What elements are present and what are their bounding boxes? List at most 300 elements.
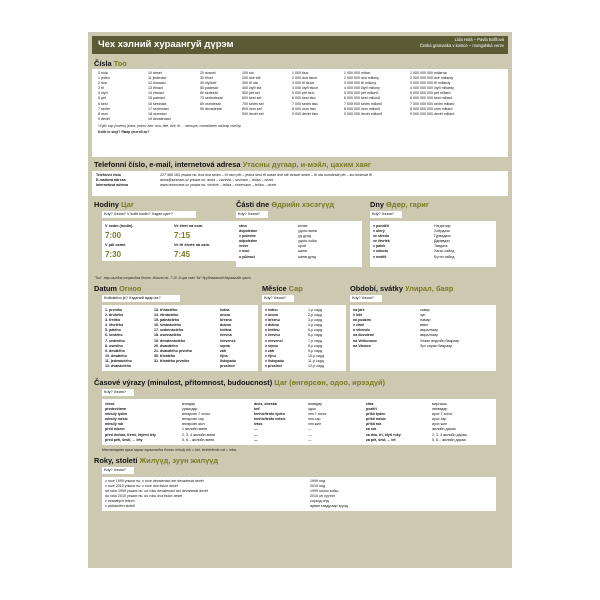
list-item: před pěti, šesti, ... lety (105, 437, 143, 442)
numbers-col-1 (98, 71, 110, 122)
list-item: 2 000 000 000 dvě miliardy (410, 76, 454, 81)
phone-values (160, 173, 372, 188)
days-mn-list (434, 224, 455, 260)
section-seasons-title (350, 284, 453, 293)
list-item: na Velikonoce (353, 338, 377, 343)
list-item: za dva, tři, čtyři roky (366, 432, 401, 437)
list-item: 1 000 000 milion (344, 71, 371, 75)
list-item: 100 sto (242, 71, 254, 75)
list-item: Хагас сайнд (434, 249, 455, 254)
list-item: 5. pátého (105, 328, 121, 333)
years-question: Kdy? Хэзээ? (102, 467, 134, 474)
list-item: 4 000 000 000 čtyři miliardy (410, 86, 454, 91)
list-item: 3 tři (98, 86, 104, 91)
list-item: 6 000 000 000 šest miliard (410, 96, 453, 101)
list-item: října (220, 353, 228, 358)
header-authors (420, 37, 504, 49)
list-item: үд дунд (298, 234, 311, 239)
numbers-box (92, 69, 508, 157)
section-time-expr-title (94, 378, 385, 387)
list-item: 4-р сард (308, 323, 323, 328)
list-item: listopadu (220, 358, 236, 363)
list-item: v roce 1999 унших нь: v roce devatenáct set devadesát devět (105, 479, 204, 483)
list-item: 1999 оноос хойш (310, 489, 339, 494)
list-item: 6 šest (98, 101, 108, 106)
clock-item-1-time: 7:00 (105, 231, 122, 240)
days-box (370, 221, 496, 267)
numbers-price-note: Kolik to stojí? Ямар үнэтэй вэ? (98, 130, 150, 134)
date-question: Kolikátého je? Хэдэний өдөр вэ? (102, 295, 180, 302)
list-item: 9 000 000 000 devět miliard (410, 111, 455, 116)
list-item: v pátek (373, 244, 386, 249)
list-item: 700 sedm set (242, 101, 264, 106)
section-daytime-title (236, 200, 334, 209)
section-clock-title (94, 200, 134, 209)
page-title: Чех хэлний хураангуй дүрэм (98, 39, 234, 50)
list-item: 1999 онд (310, 479, 326, 483)
list-item: 0 nula (98, 71, 108, 75)
list-item: anna@seznam.cz унших нь: anna – zavináč – seznam – tečka – cézet (160, 178, 274, 183)
list-item: v květnu (265, 328, 280, 333)
years-cz-list (105, 479, 208, 510)
list-item: 11. jedenáctého (105, 358, 132, 363)
list-item: v prosinci (265, 364, 282, 369)
list-item: května (220, 328, 232, 333)
list-item: o půlnoci (239, 254, 255, 259)
list-item: 9. devátého (105, 348, 125, 353)
section-days-title (370, 200, 429, 209)
list-item: 31. třicátého prvního (154, 358, 190, 363)
list-item: příští týden (366, 412, 386, 417)
list-item: v září (265, 348, 275, 353)
months-cz-list (265, 308, 284, 369)
seasons-question: Kdy? Хэзээ? (350, 295, 382, 302)
clock-item-4-label: Ve tři čtvrtě na osm. (174, 243, 211, 247)
list-item: ирэх жил (432, 422, 448, 427)
list-item: — (254, 432, 258, 437)
list-item: 10 deset (148, 71, 162, 75)
list-item: tenhle/tento měsíc (254, 417, 286, 422)
list-item: na jaře (353, 308, 365, 312)
time-expr-present-mn (308, 402, 327, 443)
list-item: 2. druhého (105, 313, 124, 318)
list-item: 3-р сард (308, 318, 323, 323)
list-item: энэ сар (308, 417, 321, 422)
authors-line: Lída Holá – Pavla Bořilová (454, 37, 504, 42)
list-item: 6 000 000 šest milionů (344, 96, 380, 101)
time-expr-past-cz (105, 402, 156, 443)
list-item: minulý týden (105, 412, 128, 417)
list-item: 7 sedm (98, 106, 110, 111)
list-item: září (220, 348, 227, 353)
list-item: 13. třináctého (154, 308, 178, 312)
list-item: шөнө дунд (298, 254, 316, 259)
time-expr-past-mn (182, 402, 215, 443)
list-item: předevčírem (105, 407, 127, 412)
days-cz-list (373, 224, 390, 260)
list-item: 17 sedmnáct (148, 106, 169, 111)
numbers-col-4 (242, 71, 264, 117)
list-item: 21. dvacátého prvního (154, 348, 192, 353)
list-item: zítra (366, 402, 374, 406)
list-item: Нэгдэгээр (434, 224, 451, 228)
list-item: v sobotu (373, 249, 388, 254)
list-item: 5 000 000 000 pět miliard (410, 91, 451, 96)
list-item: — (308, 432, 312, 437)
list-item: 11-р сард (308, 358, 324, 363)
list-item: letos (254, 422, 263, 427)
list-item: v lednu (265, 308, 278, 312)
list-item: өнгөрсөн сар (182, 417, 204, 422)
list-item: ve středu (373, 234, 389, 239)
numbers-col-5 (292, 71, 318, 117)
list-item: příští rok (366, 422, 382, 427)
list-item: dnes, dneska (254, 402, 277, 406)
list-item: уржигдар (182, 407, 198, 412)
list-item: жилийн дараа (432, 427, 456, 432)
list-item: 600 šest set (242, 96, 262, 101)
list-item: 5-р сард (308, 328, 323, 333)
months-question: Kdy? Хэзээ? (262, 295, 294, 302)
daytime-mn-list (298, 224, 317, 260)
section-seasons-cz: Období, svátky (350, 284, 403, 293)
list-item: 2 000 000 dva miliony (344, 76, 379, 81)
list-item: 8 000 000 000 osm miliard (410, 106, 453, 111)
list-item: minulý rok (105, 422, 124, 427)
list-item: 30 třicet (200, 76, 213, 81)
section-numbers-cz: Čísla (94, 59, 112, 68)
section-years-cz: Roky, století (94, 456, 138, 465)
seasons-box (350, 305, 496, 371)
list-item: ирэх 7 хоног (432, 412, 453, 417)
list-item: na dovolené (353, 333, 374, 338)
list-item: června (220, 333, 232, 338)
time-expr-note: Мөн өнгөрсөн ярьж зарим хэрэглэгдэх болно: minulý rok = loni, tenhle/tento rok = letos. (102, 448, 238, 452)
list-item: 3 000 000 tři miliony (344, 81, 377, 86)
list-item: prosince (220, 364, 235, 369)
list-item: 12-р сард (308, 364, 324, 369)
list-item: 300 tři sta (242, 81, 258, 86)
list-item: 9 devět (98, 116, 110, 121)
list-item: v úterý (373, 229, 385, 234)
list-item: 11 jedenáct (148, 76, 167, 81)
list-item: tenhle/tento týden (254, 412, 285, 417)
list-item: 900 devět set (242, 111, 264, 116)
phone-box (92, 171, 508, 196)
list-item: 70 sedmdesát (200, 96, 223, 101)
seasons-cz-list (353, 308, 377, 349)
date-col-1 (105, 308, 132, 369)
years-box (102, 477, 496, 511)
list-item: — (308, 427, 312, 432)
list-item: 12. dvanáctého (105, 364, 131, 369)
list-item: v únoru (265, 313, 279, 318)
section-months-cz: Měsíce (262, 284, 287, 293)
list-item: 7 000 sedm tisíc (292, 101, 319, 106)
list-item: 6-р сард (308, 333, 323, 338)
list-item: намар (420, 318, 431, 323)
list-item: Хоёрдахь (434, 229, 451, 234)
list-item: 8 000 000 osm milionů (344, 106, 381, 111)
list-item: ledna (220, 308, 230, 312)
list-item: 500 pět set (242, 91, 260, 96)
list-item: v březnu (265, 318, 280, 323)
subtitle-line: Česká gramatika v kostce – mongolská verze (419, 43, 504, 48)
list-item: 8 000 osm tisíc (292, 106, 317, 111)
section-phone-cz: Telefonní číslo, e-mail, internetová adresa (94, 160, 241, 169)
section-time-expr-mn: Цаг (өнгөрсөн, одоо, ирээдүй) (274, 378, 386, 387)
list-item: 400 čtyři sta (242, 86, 262, 91)
list-item: 50 padesát (200, 86, 218, 91)
list-item: амралтаар (420, 328, 439, 333)
list-item: v létě (353, 313, 363, 318)
date-col-3 (220, 308, 236, 369)
list-item: v dubnu (265, 323, 279, 328)
list-item: E-mailová adresa (96, 178, 126, 183)
list-item: před rokem (105, 427, 125, 432)
months-mn-list (308, 308, 324, 369)
section-days-mn: Өдөр, гариг (386, 200, 429, 209)
list-item: 20 dvacet (200, 71, 216, 75)
time-expr-question: Kdy? Хэзээ? (102, 389, 134, 396)
clock-question: Kdy? Хэзээ? V kolik hodin? Хэдэн цагт? (102, 211, 196, 218)
list-item: 8 osm (98, 111, 108, 116)
list-item: өглөө (298, 224, 308, 228)
list-item: 10. desátého (105, 353, 127, 358)
list-item: одоо (308, 407, 317, 412)
list-item: o víkendu (353, 328, 370, 333)
list-item: зун (420, 313, 426, 318)
list-item: 40 čtyřicet (200, 81, 217, 86)
list-item: өнгөрсөн жил (182, 422, 205, 427)
list-item: dopoledne (239, 229, 258, 234)
section-clock-cz: Hodiny (94, 200, 120, 209)
list-item: 2 dva (98, 81, 107, 86)
section-months-title (262, 284, 303, 293)
list-item: 5 pět (98, 96, 106, 101)
list-item: v neděli (373, 254, 387, 259)
list-item: ráno (239, 224, 247, 228)
list-item: 1 жилийн өмнө (182, 427, 207, 432)
list-item: 1-р сард (308, 308, 323, 312)
list-item: teď (254, 407, 260, 412)
list-item: Telefonní číslo (96, 173, 121, 177)
clock-item-2-time: 7:15 (174, 231, 191, 240)
list-item: v červnu (265, 333, 280, 338)
list-item: 15 patnáct (148, 96, 165, 101)
list-item: v pondělí (373, 224, 389, 228)
list-item: 16 šestnáct (148, 101, 167, 106)
list-item: Бүтэн сайнд (434, 254, 455, 259)
list-item: 5, 6... жилийн өмнө (182, 437, 214, 442)
list-item: 1 jeden (98, 76, 110, 81)
time-expr-present-cz (254, 402, 286, 443)
clock-item-3-time: 7:30 (105, 250, 122, 259)
list-item: 8. osmého (105, 343, 123, 348)
list-item: Гурвадахь (434, 234, 452, 239)
phone-labels (96, 173, 128, 188)
section-numbers-mn: Тоо (113, 59, 127, 68)
list-item: хавар (420, 308, 430, 312)
list-item: od roku 1999 унших нь: od roku devatenáct set devadesát devět (105, 489, 209, 494)
list-item: 7. sedmého (105, 338, 125, 343)
list-item: včera (105, 402, 115, 406)
list-item: 13 třináct (148, 86, 163, 91)
list-item: před dvěma, třemi, čtyřmi lety (105, 432, 156, 437)
section-date-mn: Огноо (119, 284, 142, 293)
list-item: 2, 3, 4 жилийн дараа (432, 432, 467, 437)
list-item: өнөөдөр (308, 402, 323, 406)
list-item: 2-р сард (308, 313, 323, 318)
list-item: 227 385 163 унших нь: dva dva sedm – tři osm pět – jedna šest tři эсвэл dvě stě dvacet sedm – tři sta osmdesát pět – sto šedesát tři (160, 173, 372, 177)
list-item: өчигдөр (182, 402, 196, 406)
list-item: Тавдахь (434, 244, 448, 249)
list-item: odpoledne (239, 239, 258, 244)
numbers-col-2 (148, 71, 171, 122)
section-daytime-cz: Části dne (236, 200, 270, 209)
list-item: 90 devadesát (200, 106, 222, 111)
time-expr-future-cz (366, 402, 401, 443)
list-item: minulý měsíc (105, 417, 128, 422)
section-seasons-mn: Улирал, баяр (405, 284, 454, 293)
list-item: 4 000 000 čtyři miliony (344, 86, 380, 91)
list-item: орой (298, 244, 307, 249)
section-date-cz: Datum (94, 284, 117, 293)
clock-note: "Tиз" -өөр шилдэг илэрхийлж болно. Жишээ нь: 7:15 -8 цаг хэвх "tiz" дуудлагатай дараагийн цагт. (94, 276, 252, 280)
section-phone-mn: Утасны дугаар, и-мэйл, цахим хаяг (242, 160, 371, 169)
grammar-sheet (88, 32, 512, 568)
list-item: 9 000 devět tisíc (292, 111, 319, 116)
list-item: 14 čtrnáct (148, 91, 164, 96)
section-years-title (94, 456, 218, 465)
list-item: v poledne (239, 234, 256, 239)
list-item: 4. čtvrtého (105, 323, 124, 328)
months-box (262, 305, 346, 371)
list-item: 9 000 000 devět milionů (344, 111, 383, 116)
clock-item-3-label: V půl osmé. (105, 243, 127, 247)
days-question: Kdy? Хэзээ? (370, 211, 402, 218)
list-item: арван тавдугаар зуунд (310, 504, 348, 509)
list-item: 16. šestnáctého (154, 323, 181, 328)
list-item: na podzim (353, 318, 371, 323)
list-item: v noci (239, 249, 250, 254)
list-item: амралтаар (420, 333, 439, 338)
header-bar (92, 36, 508, 54)
daytime-box (236, 221, 362, 267)
list-item: 5, 6... жилийн дараа (432, 437, 466, 442)
seasons-mn-list (420, 308, 459, 349)
list-item: ирэх сар (432, 417, 447, 422)
clock-item-4-time: 7:45 (174, 250, 191, 259)
list-item: 5 000 pět tisíc (292, 91, 315, 96)
list-item: 5 000 000 pět milionů (344, 91, 379, 96)
daytime-question: Kdy? Хэзээ? (236, 211, 268, 218)
section-date-title (94, 284, 141, 293)
list-item: března (220, 318, 232, 323)
numbers-note: *Хүйс хар (rodem) jedna, jedno/ жен. dva, две, dvě; tři, ...четыре; совпадает нэйжэр хэлбэр (98, 124, 241, 128)
list-item: 1 000 000 000 miliarda (410, 71, 447, 75)
years-mn-list (310, 479, 348, 510)
list-item: 6. šestého (105, 333, 123, 338)
list-item: — (254, 427, 258, 432)
list-item: 200 dvě stě (242, 76, 261, 81)
section-numbers-title (94, 59, 127, 68)
list-item: 2010 он хүртэл (310, 494, 335, 499)
list-item: na Vánoce (353, 343, 371, 348)
list-item: өвөл (420, 323, 429, 328)
date-box (102, 305, 258, 371)
list-item: 80 osmdesát (200, 101, 221, 106)
list-item: dubna (220, 323, 231, 328)
list-item: ve čtvrtek (373, 239, 390, 244)
list-item: 6 000 šest tisíc (292, 96, 316, 101)
list-item: 30. třicátého (154, 353, 176, 358)
clock-item-2-label: Ve čtvrt na osm. (174, 224, 204, 228)
list-item: үдээс өмнө (298, 229, 317, 234)
list-item: v roce 2010 унших нь: v roce dva tisíce deset (105, 484, 178, 489)
list-item: www.rezervace.cz унших нь: věvěvě – tečka – rezervace – tečka – cézet (160, 183, 277, 188)
list-item: v říjnu (265, 353, 276, 358)
list-item: 19. devatenáctého (154, 338, 186, 343)
list-item: энэ жил (308, 422, 322, 427)
list-item: 9-р сард (308, 348, 323, 353)
time-expr-box (102, 399, 496, 445)
section-phone-title (94, 160, 371, 169)
list-item: 1 000 tisíc (292, 71, 309, 75)
list-item: — (254, 437, 258, 442)
list-item: шөнө (298, 249, 307, 254)
list-item: 4 čtyři (98, 91, 108, 96)
list-item: července (220, 338, 236, 343)
list-item: Дөрөвдэх (434, 239, 451, 244)
list-item: Улаан өндгийн баяраар (420, 338, 460, 343)
list-item: 7 000 000 sedm milionů (344, 101, 383, 106)
list-item: srpna (220, 343, 230, 348)
list-item: 8-р сард (308, 343, 323, 348)
list-item: 3. třetího (105, 318, 121, 323)
list-item: 2010 онд (310, 484, 326, 489)
list-item: 800 osm set (242, 106, 262, 111)
list-item: za pět, šest, ... let (366, 437, 396, 442)
list-item: 20. dvacátého (154, 343, 178, 348)
numbers-col-3 (200, 71, 223, 112)
list-item: Зул сарын баяраар (420, 343, 453, 348)
list-item: v červenci (265, 338, 283, 343)
list-item: 14. čtrnáctého (154, 313, 179, 318)
list-item: 1. prvního (105, 308, 123, 312)
list-item: února (220, 313, 230, 318)
section-time-expr-cz: Časové výrazy (minulost, přítomnost, budoucnost) (94, 378, 273, 387)
list-item: 2 000 dva tisíce (292, 76, 318, 81)
list-item: v patnáctém století (105, 504, 136, 509)
list-item: za rok (366, 427, 377, 432)
list-item: v zimě (353, 323, 364, 328)
list-item: 60 šedesát (200, 91, 218, 96)
list-item: Internetová adresa (96, 183, 128, 188)
list-item: příští měsíc (366, 417, 386, 422)
time-expr-future-mn (432, 402, 467, 443)
list-item: 18 osmnáct (148, 111, 167, 116)
section-clock-mn: Цаг (121, 200, 134, 209)
list-item: энэ 7 хоног (308, 412, 327, 417)
list-item: 17. sedmnáctého (154, 328, 184, 333)
list-item: 12 dvanáct (148, 81, 166, 86)
list-item: 15. patnáctého (154, 318, 180, 323)
numbers-col-7 (410, 71, 454, 117)
list-item: нөгөөдөр (432, 407, 448, 412)
list-item: večer (239, 244, 249, 249)
list-item: do roku 2010 унших нь: do roku dva tisíce deset (105, 494, 183, 499)
